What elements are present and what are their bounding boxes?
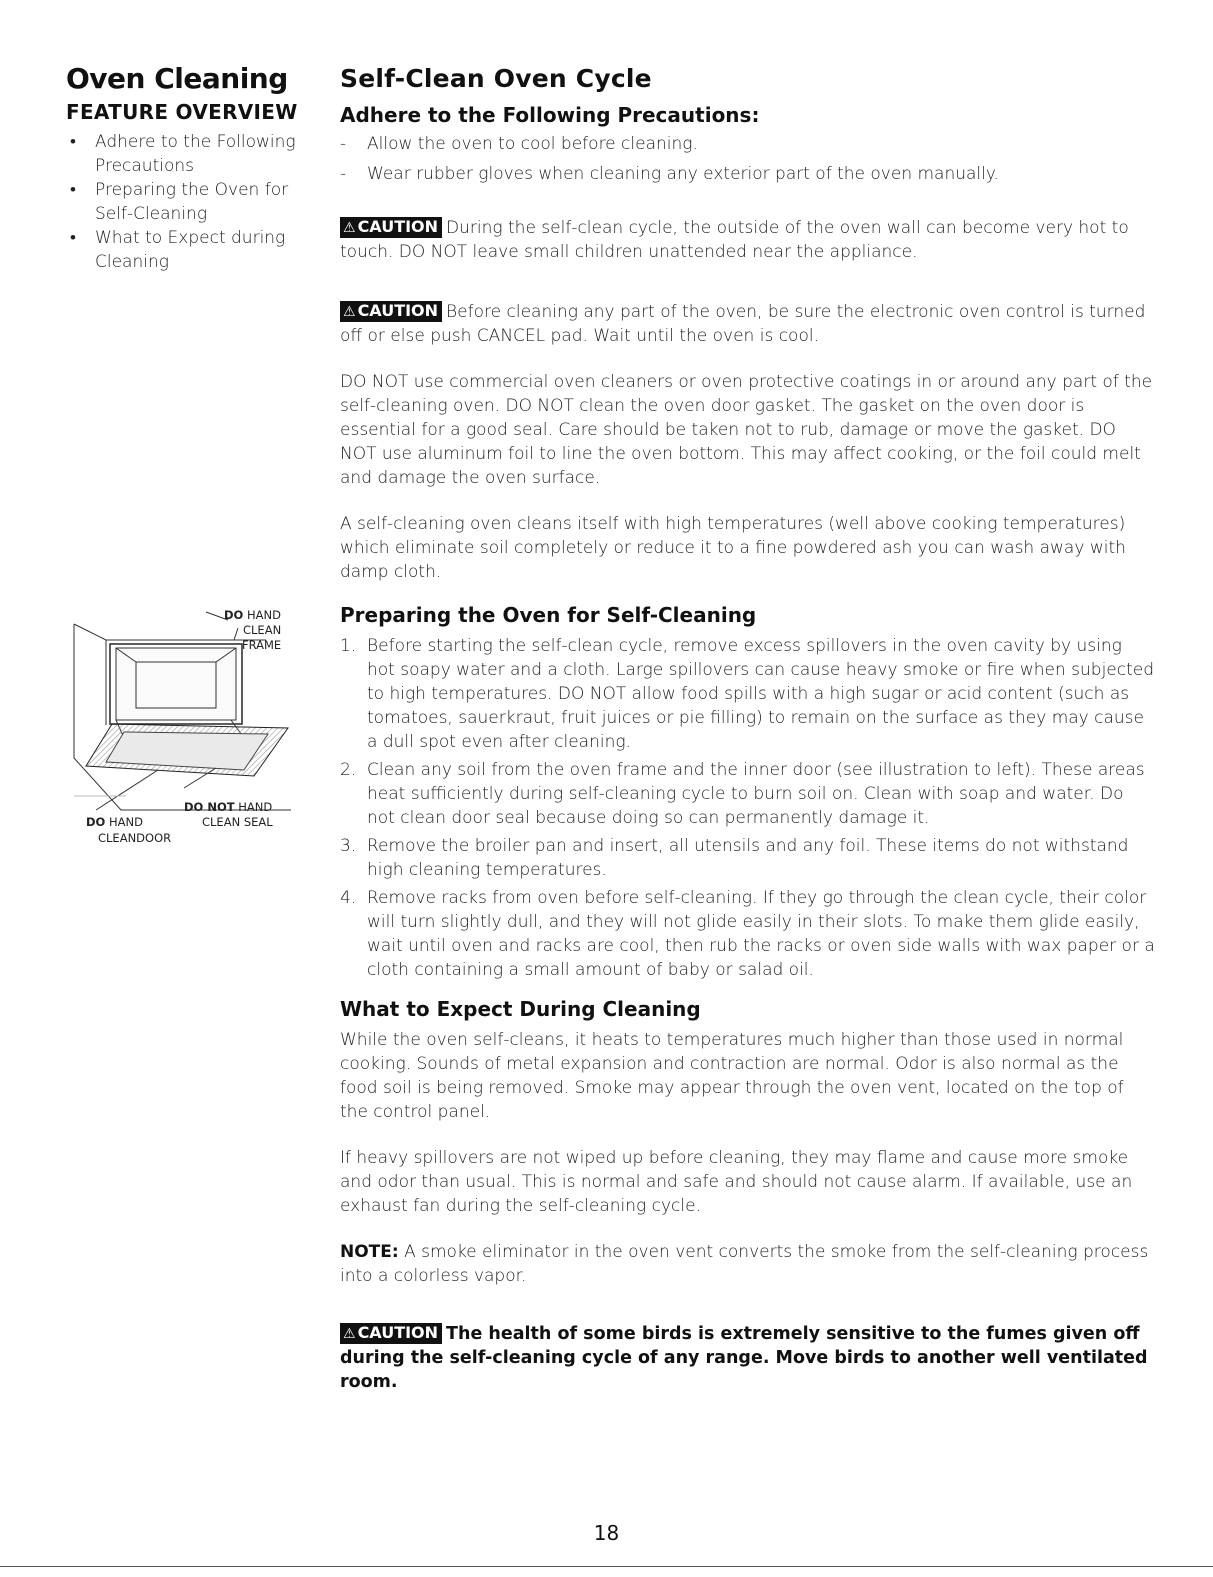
caution-paragraph-birds: ⚠ CAUTION The health of some birds is extremely sensitive to the fumes given off during the self-cleaning cycle of any range. Move birds to another well ventilated room. [340, 1323, 1148, 1392]
precautions-list [340, 132, 1155, 186]
expect-paragraph-1: While the oven self-cleans, it heats to temperatures much higher than those used in normal cooking. Sounds of metal expansion and contraction are normal. Odor is also normal as the food soil is being removed. Smoke may appear through the oven vent, located on the top of the control panel. [340, 1030, 1124, 1122]
preparing-step: 4. Remove racks from oven before self-cleaning. If they go through the clean cycle, their color will turn slightly dull, and they will not glide easily in their slots. To make them glide easily, wait until oven and racks are cool, then rub the racks or oven side walls with wax paper or a cloth containing a small amount of baby or salad oil. [340, 888, 1155, 980]
expect-heading: What to Expect During Cleaning [340, 997, 701, 1021]
note-label: NOTE: [340, 1242, 399, 1262]
preparing-step: 1. Before starting the self-clean cycle, remove excess spillovers in the oven cavity by using hot soapy water and a cloth. Large spillovers can cause heavy smoke or fire when subjected to high temperatures. DO NOT allow food spills with a high sugar or acid content (such as tomatoes, sauerkraut, fruit juices or pie filling) to remain on the surface as they may cause a dull spot even after cleaning. [340, 636, 1155, 752]
expect-paragraph-2: If heavy spillovers are not wiped up before cleaning, they may flame and cause more smoke and odor than usual. This is normal and safe and should not cause alarm. If available, use an exhaust fan during the self-cleaning cycle. [340, 1148, 1133, 1216]
overview-item-precautions: • Adhere to the Following Precautions [66, 130, 306, 178]
sidebar-title: Oven Cleaning [66, 62, 288, 95]
precaution-item: - Wear rubber gloves when cleaning any exterior part of the oven manually. [340, 162, 1155, 186]
caution-badge: ⚠ CAUTION [340, 301, 442, 322]
sidebar [66, 62, 306, 274]
label-do-hand: DO HAND [86, 815, 143, 829]
self-clean-explanation: A self-cleaning oven cleans itself with high temperatures (well above cooking temperatures) which eliminate soil completely or reduce it to a fine powdered ash you can wash away with damp cloth. [340, 514, 1126, 582]
warning-icon: ⚠ [343, 1326, 356, 1342]
caution-badge: ⚠ CAUTION [340, 1323, 442, 1344]
bottom-rule [0, 1566, 1213, 1567]
note-paragraph: NOTE: A smoke eliminator in the oven vent converts the smoke from the self-cleaning process into a colorless vapor. [340, 1242, 1149, 1286]
preparing-steps [340, 634, 1155, 982]
label-clean: CLEAN [243, 623, 282, 637]
page-title: Self-Clean Oven Cycle [340, 64, 652, 93]
sidebar-subtitle: FEATURE OVERVIEW [66, 100, 298, 124]
page-number: 18 [593, 1521, 620, 1545]
overview-item-preparing: • Preparing the Oven for Self-Cleaning [66, 178, 306, 226]
precaution-item: - Allow the oven to cool before cleaning. [340, 132, 1155, 156]
overview-item-expect: • What to Expect during Cleaning [66, 226, 306, 274]
oven-illustration [66, 600, 306, 860]
warning-icon: ⚠ [343, 304, 356, 320]
caution-paragraph-2: ⚠ CAUTION Before cleaning any part of the oven, be sure the electronic oven control is turned off or else push CANCEL pad. Wait until the oven is cool. [340, 301, 1146, 346]
label-do-hand-clean-frame: DO HAND [224, 608, 281, 622]
feature-overview-list [66, 130, 306, 274]
label-frame: FRAME [242, 638, 282, 652]
preparing-heading: Preparing the Oven for Self-Cleaning [340, 603, 757, 627]
label-clean-door: CLEANDOOR [98, 831, 172, 845]
preparing-step: 2. Clean any soil from the oven frame and the inner door (see illustration to left). These areas heat sufficiently during self-cleaning cycle to burn soil on. Clean with soap and water. Do not clean door seal because doing so can permanently damage it. [340, 760, 1145, 828]
label-do-not-hand: DO NOT HAND [184, 800, 273, 814]
precautions-heading: Adhere to the Following Precautions: [340, 103, 760, 127]
cleaner-warning-paragraph: DO NOT use commercial oven cleaners or oven protective coatings in or around any part of the self-cleaning oven. DO NOT clean the oven door gasket. The gasket on the oven door is essential for a good seal. Care should be taken not to rub, damage or move the gasket. DO NOT use aluminum foil to line the oven bottom. This may affect cooking, or the foil could melt and damage the oven surface. [340, 372, 1153, 488]
main-content [340, 62, 1155, 1394]
caution-paragraph-1: ⚠ CAUTION During the self-clean cycle, the outside of the oven wall can become very hot to touch. DO NOT leave small children unattended near the appliance. [340, 217, 1129, 262]
label-clean-seal: CLEAN SEAL [202, 815, 273, 829]
warning-icon: ⚠ [343, 220, 356, 236]
preparing-step: 3. Remove the broiler pan and insert, all utensils and any foil. These items do not withstand high cleaning temperatures. [340, 836, 1129, 880]
caution-badge: ⚠ CAUTION [340, 217, 442, 238]
